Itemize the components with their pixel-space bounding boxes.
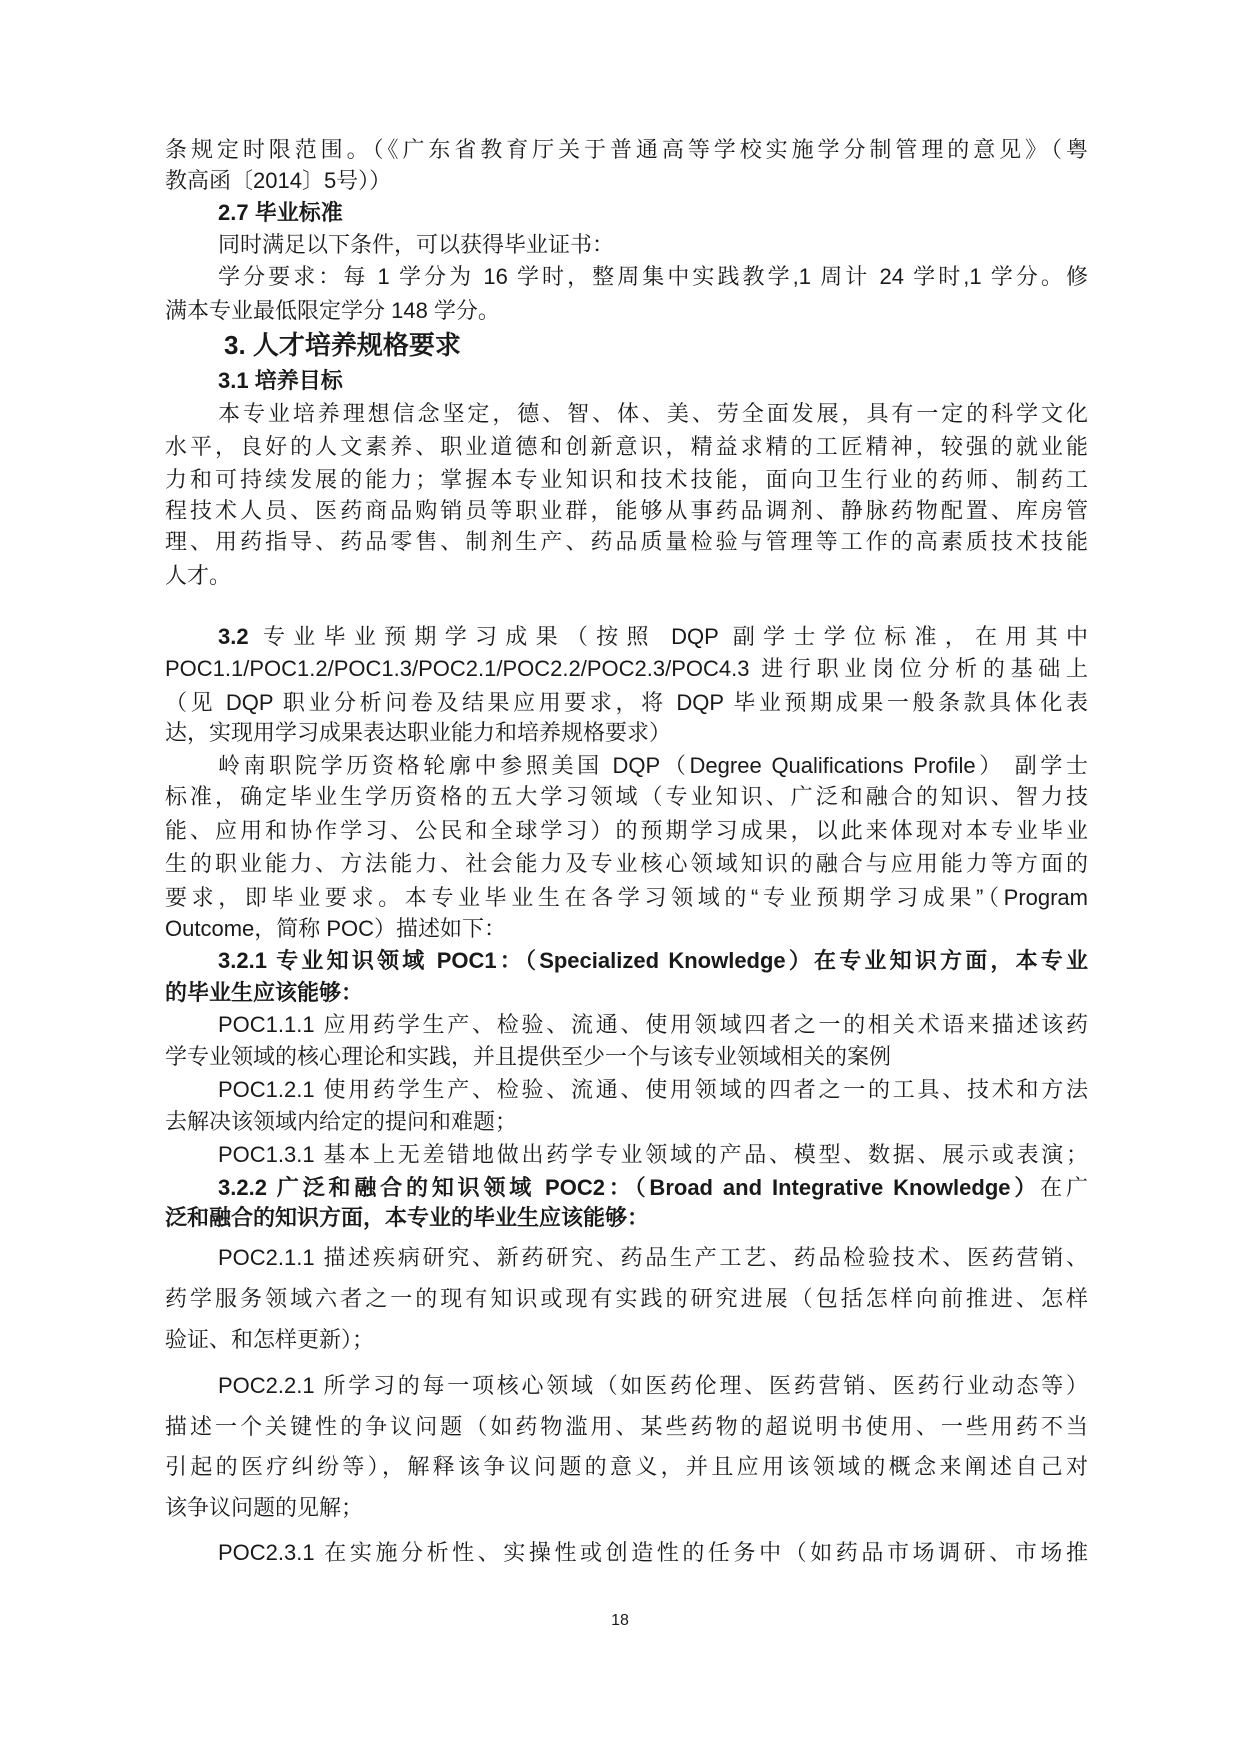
text-line [218,199,1088,227]
body-text: 达，实现用学习成果表达职业能力和培养规格要求） [165,720,672,745]
body-text: 该争议问题的见解； [165,1495,364,1520]
body-text: 标准，确定毕业生学历资格的五大学习领域（专业知识、广泛和融合的知识、智力技 [165,784,1088,809]
body-text: POC1.3.1 基本上无差错地做出药学专业领域的产品、模型、数据、展示或表演； [218,1142,1088,1167]
text-line [165,297,1088,325]
body-text: 理、用药指导、药品零售、制剂生产、药品质量检验与管理等工作的高素质技术技能 [165,529,1088,554]
body-text: 学分要求：每 1 学分为 16 学时，整周集中实践教学,1 周计 24 学时,1 学分。修 [218,264,1088,289]
text-line [165,783,1088,811]
text-line [165,884,1088,912]
bold-text: 3.2.2 广泛和融合的知识领域 POC2：（Broad and Integrative Knowledge） [218,1175,1041,1200]
text-line [165,1204,1088,1232]
text-line [218,1372,1088,1400]
body-text: 同时满足以下条件，可以获得毕业证书： [218,232,615,257]
body-text: 能、应用和协作学习、公民和全球学习）的预期学习成果，以此来体现对本专业毕业 [165,818,1088,843]
body-text: 教高函〔2014〕5号）） [165,168,392,193]
body-text: POC2.2.1 所学习的每一项核心领域（如医药伦理、医药营销、医药行业动态等） [218,1373,1088,1398]
body-text: 条规定时限范围。（《广东省教育厅关于普通高等学校实施学分制管理的意见》（粤 [165,137,1088,162]
body-text: 程技术人员、医药商品购销员等职业群，能够从事药品调剂、静脉药物配置、库房管 [165,498,1088,523]
text-line [218,1011,1088,1039]
text-line [218,752,1088,780]
text-line [218,1174,1088,1202]
text-line [218,1539,1088,1567]
text-line [165,1413,1088,1441]
body-text: POC1.1.1 应用药学生产、检验、流通、使用领域四者之一的相关术语来描述该药 [218,1012,1088,1037]
text-line [165,466,1088,494]
text-line [165,433,1088,461]
page-number: 18 [611,1612,629,1629]
text-line [165,850,1088,878]
body-text: 人才。 [165,563,232,588]
body-text: 专业毕业预期学习成果（按照 DQP 副学士学位标准，在用其中 [248,624,1088,649]
text-line [165,528,1088,556]
body-text: 力和可持续发展的能力；掌握本专业知识和技术技能，面向卫生行业的药师、制药工 [165,467,1088,492]
text-line [165,1285,1088,1313]
bold-text: 3.2 [218,624,249,649]
text-line [165,915,1088,943]
text-line [218,263,1088,291]
body-text: 岭南职院学历资格轮廓中参照美国 DQP（Degree Qualifications Profile） 副学士 [218,753,1088,778]
text-line [218,400,1088,428]
text-line [165,689,1088,717]
body-text: 药学服务领域六者之一的现有知识或现有实践的研究进展（包括怎样向前推进、怎样 [165,1286,1088,1311]
text-line [165,497,1088,525]
text-line [165,817,1088,845]
text-line [218,623,1088,651]
body-text: 去解决该领域内给定的提问和难题； [165,1109,518,1134]
text-line [165,655,1088,683]
body-text: POC1.1/POC1.2/POC1.3/POC2.1/POC2.2/POC2.3/POC4.3 进行职业岗位分析的基础上 [165,656,1088,681]
text-line [165,136,1088,164]
text-line [165,1043,1088,1071]
bold-text: 泛和融合的知识方面，本专业的毕业生应该能够： [165,1205,650,1230]
body-text: 验证、和怎样更新）； [165,1327,375,1352]
text-line [165,1453,1088,1481]
body-text: Outcome，简称 POC）描述如下： [165,916,507,941]
body-text: 在广 [1040,1175,1088,1200]
bold-text: 的毕业生应该能够： [165,980,364,1005]
body-text: 满本专业最低限定学分 148 学分。 [165,298,500,323]
text-line [165,562,1088,590]
text-line [218,1076,1088,1104]
text-line [165,167,1088,195]
text-line [165,979,1088,1007]
body-text: 本专业培养理想信念坚定，德、智、体、美、劳全面发展，具有一定的科学文化 [218,401,1088,426]
bold-text: 3.2.1 专业知识领域 POC1：（Specialized Knowledge）在专业知识方面，本专业 [218,948,1088,973]
text-line [165,1326,1088,1354]
body-text: 描述一个关键性的争议问题（如药物滥用、某些药物的超说明书使用、一些用药不当 [165,1414,1088,1439]
body-text: POC1.2.1 使用药学生产、检验、流通、使用领域的四者之一的工具、技术和方法 [218,1077,1088,1102]
text-line [218,231,1088,259]
bold-text: 3. 人才培养规格要求 [224,330,461,360]
bold-text: 3.1 培养目标 [218,368,343,393]
text-line [165,1494,1088,1522]
body-text: 学专业领域的核心理论和实践，并且提供至少一个与该专业领域相关的案例 [165,1044,892,1069]
body-text: 生的职业能力、方法能力、社会能力及专业核心领域知识的融合与应用能力等方面的 [165,851,1088,876]
text-line [165,719,1088,747]
bold-text: 2.7 毕业标准 [218,200,343,225]
body-text: 水平，良好的人文素养、职业道德和创新意识，精益求精的工匠精神，较强的就业能 [165,434,1088,459]
body-text: 要求，即毕业要求。本专业毕业生在各学习领域的“专业预期学习成果”（Program [165,885,1088,910]
text-line [218,1141,1088,1169]
text-line [218,947,1088,975]
body-text: 引起的医疗纠纷等），解释该争议问题的意义，并且应用该领域的概念来阐述自己对 [165,1454,1088,1479]
text-line [218,1244,1088,1272]
body-text: POC2.1.1 描述疾病研究、新药研究、药品生产工艺、药品检验技术、医药营销、 [218,1245,1088,1270]
text-line [224,331,1088,359]
body-text: POC2.3.1 在实施分析性、实操性或创造性的任务中（如药品市场调研、市场推 [218,1540,1088,1565]
text-line [165,1108,1088,1136]
body-text: （见 DQP 职业分析问卷及结果应用要求，将 DQP 毕业预期成果一般条款具体化表 [165,690,1088,715]
text-line [218,367,1088,395]
